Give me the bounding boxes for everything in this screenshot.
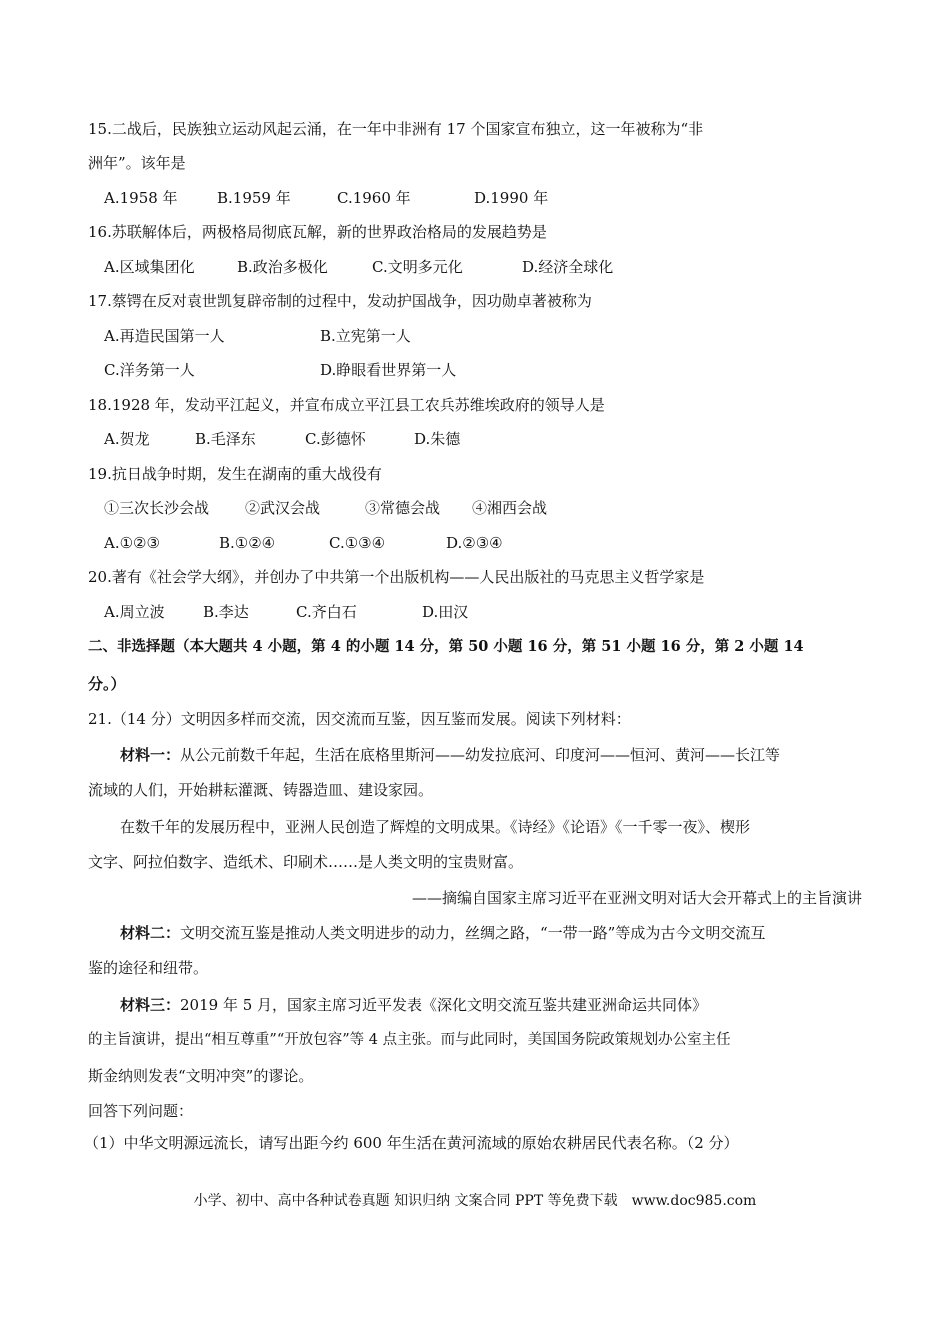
- q19-stem: 19.抗日战争时期，发生在湖南的重大战役有: [88, 465, 382, 483]
- section2-heading-line1: 二、非选择题（本大题共 4 小题，第 4 的小题 14 分，第 50 小题 16 分，第 51 小题 16 分，第 2 小题 14: [88, 638, 804, 655]
- q15-option-a: A.1958 年: [104, 189, 178, 207]
- material2-text: 文明交流互鉴是推动人类文明进步的动力，丝绸之路，“一带一路”等成为古今文明交流互: [180, 924, 766, 942]
- q20-option-a: A.周立波: [104, 603, 165, 621]
- q21-material2-line2: 鉴的途径和纽带。: [88, 959, 209, 977]
- q21-intro: 21.（14 分）文明因多样而交流，因交流而互鉴，因互鉴而发展。阅读下列材料：: [88, 710, 631, 728]
- q18-stem: 18.1928 年，发动平江起义，并宣布成立平江县工农兵苏维埃政府的领导人是: [88, 396, 605, 414]
- q15-option-b: B.1959 年: [217, 189, 291, 207]
- q15-stem-line2: 洲年”。该年是: [88, 154, 186, 172]
- material3-label: 材料三：: [120, 996, 181, 1014]
- q17-stem: 17.蔡锷在反对袁世凯复辟帝制的过程中，发动护国战争，因功勋卓著被称为: [88, 292, 592, 310]
- q17-option-d: D.睁眼看世界第一人: [320, 361, 457, 379]
- q21-material3-line3: 斯金纳则发表“文明冲突”的谬论。: [88, 1067, 314, 1085]
- q21-material3-line1: [120, 994, 707, 1016]
- q20-option-c: C.齐白石: [296, 603, 357, 621]
- q19-item-3: ③常德会战: [365, 499, 441, 517]
- q20-option-b: B.李达: [203, 603, 249, 621]
- q16-stem: 16.苏联解体后，两极格局彻底瓦解，新的世界政治格局的发展趋势是: [88, 223, 547, 241]
- q21-answer-prompt: 回答下列问题：: [88, 1102, 194, 1120]
- q21-material3-line2: 的主旨演讲，提出“相互尊重”“开放包容”等 4 点主张。而与此同时，美国国务院政策规划办公室主任: [88, 1032, 731, 1048]
- q21-sub-question-1: （1）中华文明源远流长，请写出距今约 600 年生活在黄河流域的原始农耕居民代表名称。（2 分）: [84, 1134, 739, 1152]
- q15-stem-line1: 15.二战后，民族独立运动风起云涌，在一年中非洲有 17 个国家宣布独立，这一年被称为“非: [88, 120, 704, 138]
- q16-option-c: C.文明多元化: [372, 258, 463, 276]
- section2-heading-line2: 分。）: [88, 675, 126, 693]
- material2-label: 材料二：: [120, 924, 181, 942]
- q16-option-d: D.经济全球化: [522, 258, 614, 276]
- q21-material1-line2: 流域的人们，开始耕耘灌溉、铸器造皿、建设家园。: [88, 781, 434, 799]
- q19-item-1: ①三次长沙会战: [104, 499, 210, 517]
- material1-text: 从公元前数千年起，生活在底格里斯河——幼发拉底河、印度河——恒河、黄河——长江等: [180, 746, 781, 764]
- q17-option-b: B.立宪第一人: [320, 327, 411, 345]
- q20-stem: 20.著有《社会学大纲》，并创办了中共第一个出版机构——人民出版社的马克思主义哲学家是: [88, 568, 705, 586]
- q16-option-b: B.政治多极化: [237, 258, 328, 276]
- q21-material1-line1: [120, 744, 780, 766]
- q18-option-a: A.贺龙: [104, 430, 150, 448]
- q19-option-c: C.①③④: [329, 534, 386, 552]
- material3-text: 2019 年 5 月，国家主席习近平发表《深化文明交流互鉴共建亚洲命运共同体》: [180, 996, 708, 1014]
- material1-label: 材料一：: [120, 746, 181, 764]
- q21-material1-para2-line1: 在数千年的发展历程中，亚洲人民创造了辉煌的文明成果。《诗经》《论语》《一千零一夜》、楔形: [120, 818, 751, 836]
- q19-option-d: D.②③④: [446, 534, 503, 552]
- q21-material1-source: ——摘编自国家主席习近平在亚洲文明对话大会开幕式上的主旨演讲: [411, 889, 862, 907]
- page-footer: 小学、初中、高中各种试卷真题 知识归纳 文案合同 PPT 等免费下载 www.doc985.com: [193, 1193, 757, 1209]
- q19-option-b: B.①②④: [219, 534, 276, 552]
- q18-option-d: D.朱德: [414, 430, 461, 448]
- q17-option-c: C.洋务第一人: [104, 361, 195, 379]
- q15-option-c: C.1960 年: [337, 189, 411, 207]
- q21-material1-para2-line2: 文字、阿拉伯数字、造纸术、印刷术……是人类文明的宝贵财富。: [88, 853, 524, 871]
- q20-option-d: D.田汉: [422, 603, 469, 621]
- q16-option-a: A.区域集团化: [104, 258, 195, 276]
- q17-option-a: A.再造民国第一人: [104, 327, 225, 345]
- q15-option-d: D.1990 年: [474, 189, 549, 207]
- q19-item-2: ②武汉会战: [245, 499, 321, 517]
- q19-item-4: ④湘西会战: [472, 499, 548, 517]
- q19-option-a: A.①②③: [104, 534, 160, 552]
- q18-option-b: B.毛泽东: [195, 430, 256, 448]
- q21-material2-line1: [120, 922, 765, 944]
- q18-option-c: C.彭德怀: [305, 430, 366, 448]
